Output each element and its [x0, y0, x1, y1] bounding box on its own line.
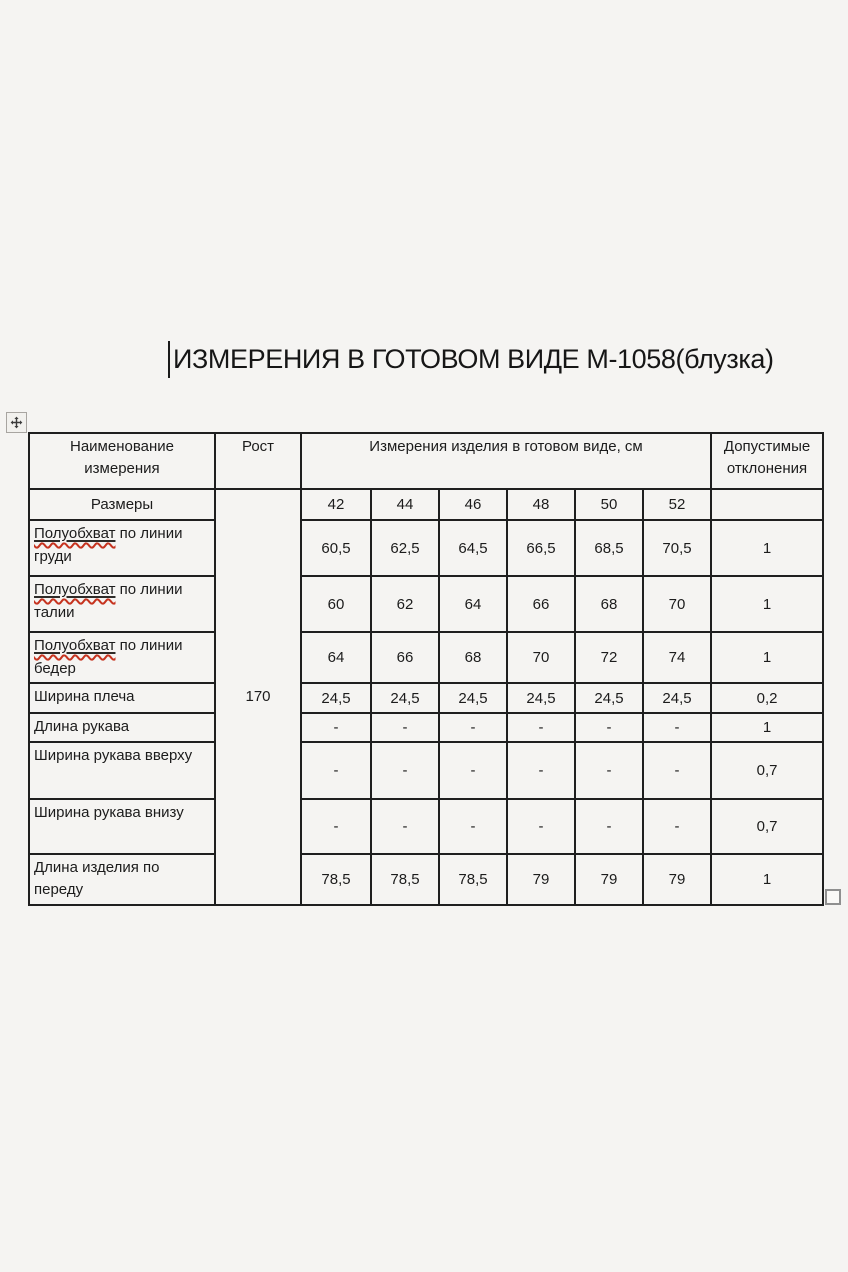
tolerance-cell[interactable]: 1 — [711, 632, 823, 683]
value-cell[interactable]: 78,5 — [301, 854, 371, 905]
value-cell[interactable]: 64,5 — [439, 520, 507, 576]
value-cell[interactable]: - — [643, 799, 711, 854]
sizes-row-label[interactable]: Размеры — [29, 489, 215, 520]
value-cell[interactable]: 68,5 — [575, 520, 643, 576]
table-row — [29, 799, 823, 854]
value-cell[interactable]: 64 — [301, 632, 371, 683]
value-cell[interactable]: - — [643, 742, 711, 799]
value-cell[interactable]: - — [301, 713, 371, 742]
value-cell[interactable]: - — [371, 742, 439, 799]
table-row — [29, 742, 823, 799]
value-cell[interactable]: 24,5 — [371, 683, 439, 713]
row-label[interactable]: Полуобхват по линии талии — [29, 576, 215, 632]
header-measurements[interactable]: Измерения изделия в готовом виде, см — [301, 433, 711, 489]
value-cell[interactable]: - — [507, 799, 575, 854]
value-cell[interactable]: 79 — [643, 854, 711, 905]
row-label[interactable]: Ширина плеча — [29, 683, 215, 713]
tolerance-cell[interactable]: 0,7 — [711, 742, 823, 799]
value-cell[interactable]: 70,5 — [643, 520, 711, 576]
table-row — [29, 683, 823, 713]
value-cell[interactable]: 24,5 — [643, 683, 711, 713]
value-cell[interactable]: 78,5 — [371, 854, 439, 905]
tolerance-cell[interactable]: 1 — [711, 576, 823, 632]
tolerance-cell[interactable]: 1 — [711, 520, 823, 576]
value-cell[interactable]: 72 — [575, 632, 643, 683]
value-cell[interactable]: 79 — [575, 854, 643, 905]
height-value-cell[interactable]: 170 — [215, 489, 301, 905]
value-cell[interactable]: - — [439, 713, 507, 742]
value-cell[interactable]: - — [371, 713, 439, 742]
size-cell[interactable]: 48 — [507, 489, 575, 520]
table-resize-handle[interactable] — [825, 889, 841, 905]
size-cell[interactable]: 52 — [643, 489, 711, 520]
size-cell[interactable]: 50 — [575, 489, 643, 520]
value-cell[interactable]: - — [371, 799, 439, 854]
value-cell[interactable]: - — [301, 799, 371, 854]
value-cell[interactable]: - — [507, 742, 575, 799]
move-cross-icon — [10, 416, 23, 429]
value-cell[interactable]: 62,5 — [371, 520, 439, 576]
value-cell[interactable]: - — [507, 713, 575, 742]
tolerance-cell[interactable]: 1 — [711, 854, 823, 905]
value-cell[interactable]: 66 — [507, 576, 575, 632]
value-cell[interactable]: 24,5 — [301, 683, 371, 713]
table-move-handle[interactable] — [6, 412, 27, 433]
value-cell[interactable]: 68 — [575, 576, 643, 632]
size-cell[interactable]: 42 — [301, 489, 371, 520]
value-cell[interactable]: 78,5 — [439, 854, 507, 905]
value-cell[interactable]: - — [575, 799, 643, 854]
table-row — [29, 854, 823, 905]
tolerance-cell[interactable]: 0,7 — [711, 799, 823, 854]
row-label[interactable]: Ширина рукава вверху — [29, 742, 215, 799]
size-cell[interactable]: 46 — [439, 489, 507, 520]
header-height[interactable]: Рост — [215, 433, 301, 489]
value-cell[interactable]: 68 — [439, 632, 507, 683]
measurements-table — [28, 432, 824, 906]
value-cell[interactable]: 79 — [507, 854, 575, 905]
value-cell[interactable]: 66 — [371, 632, 439, 683]
table-row — [29, 520, 823, 576]
value-cell[interactable]: 24,5 — [439, 683, 507, 713]
value-cell[interactable]: 64 — [439, 576, 507, 632]
value-cell[interactable]: - — [439, 742, 507, 799]
misspelled-word: Полуобхват — [34, 581, 116, 598]
text-cursor — [168, 341, 170, 378]
value-cell[interactable]: - — [575, 713, 643, 742]
value-cell[interactable]: - — [439, 799, 507, 854]
row-label[interactable]: Полуобхват по линии бедер — [29, 632, 215, 683]
sizes-row — [29, 489, 823, 520]
value-cell[interactable]: 24,5 — [575, 683, 643, 713]
value-cell[interactable]: 60,5 — [301, 520, 371, 576]
value-cell[interactable]: - — [575, 742, 643, 799]
row-label[interactable]: Длина изделия по переду — [29, 854, 215, 905]
row-label[interactable]: Длина рукава — [29, 713, 215, 742]
value-cell[interactable]: 62 — [371, 576, 439, 632]
misspelled-word: Полуобхват — [34, 525, 116, 542]
table-header-row — [29, 433, 823, 489]
value-cell[interactable]: 70 — [643, 576, 711, 632]
document-title-line[interactable] — [168, 341, 774, 378]
page-title: ИЗМЕРЕНИЯ В ГОТОВОМ ВИДЕ М-1058(блузка) — [173, 344, 774, 374]
value-cell[interactable]: - — [643, 713, 711, 742]
row-label[interactable]: Ширина рукава внизу — [29, 799, 215, 854]
value-cell[interactable]: 60 — [301, 576, 371, 632]
header-tolerance[interactable]: Допустимые отклонения — [711, 433, 823, 489]
header-name[interactable]: Наименование измерения — [29, 433, 215, 489]
value-cell[interactable]: - — [301, 742, 371, 799]
table-row — [29, 632, 823, 683]
misspelled-word: Полуобхват — [34, 637, 116, 654]
value-cell[interactable]: 24,5 — [507, 683, 575, 713]
tolerance-cell[interactable]: 1 — [711, 713, 823, 742]
row-label[interactable]: Полуобхват по линии груди — [29, 520, 215, 576]
table-row — [29, 576, 823, 632]
value-cell[interactable]: 66,5 — [507, 520, 575, 576]
table-row — [29, 713, 823, 742]
value-cell[interactable]: 70 — [507, 632, 575, 683]
value-cell[interactable]: 74 — [643, 632, 711, 683]
empty-tolerance-cell[interactable] — [711, 489, 823, 520]
tolerance-cell[interactable]: 0,2 — [711, 683, 823, 713]
size-cell[interactable]: 44 — [371, 489, 439, 520]
